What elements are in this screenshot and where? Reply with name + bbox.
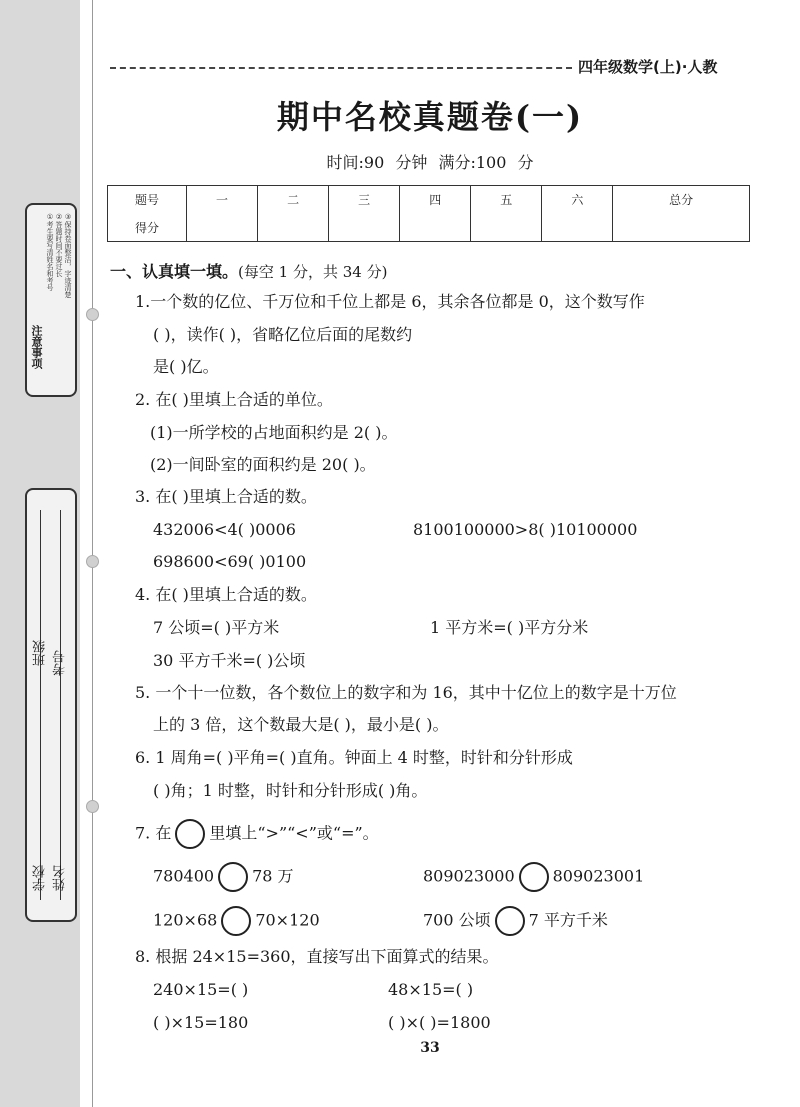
column-header: 二 <box>258 186 329 214</box>
q7-prefix: 7. 在 <box>135 823 172 843</box>
score-cell <box>329 214 400 242</box>
answer-circle[interactable] <box>519 862 549 892</box>
compare-left: 700 公顷 <box>423 910 491 930</box>
compare-left: 780400 <box>153 866 215 886</box>
note-item: ①考生要写清姓名和考号 <box>46 213 54 291</box>
page-number: 33 <box>420 1040 440 1056</box>
q6-line2: ( )角；1 时整，时针和分针形成( )角。 <box>153 781 428 800</box>
answer-circle[interactable] <box>218 862 248 892</box>
table-row <box>108 214 750 242</box>
q8-line2a: 240×15=( ) <box>153 980 249 999</box>
q7-instruction <box>135 819 379 849</box>
q3-line2b: 8100100000>8( )10100000 <box>413 520 638 539</box>
q7-compare-3 <box>153 906 320 936</box>
section-note: (每空 1 分，共 34 分) <box>238 263 388 281</box>
header-rule <box>110 67 572 69</box>
score-cell <box>187 214 258 242</box>
exam-number-label: 考号 <box>53 650 68 676</box>
q1-line3: 是( )亿。 <box>153 357 219 376</box>
compare-right: 78 万 <box>252 866 294 886</box>
q7-compare-4 <box>423 906 608 936</box>
q2-line2: (1)一所学校的占地面积约是 2( )。 <box>150 423 398 442</box>
q5-line2: 上的 3 倍，这个数最大是( )，最小是( )。 <box>153 715 449 734</box>
answer-circle[interactable] <box>221 906 251 936</box>
column-header: 四 <box>400 186 471 214</box>
q2-line3: (2)一间卧室的面积约是 20( )。 <box>150 455 376 474</box>
write-line <box>40 510 41 900</box>
notes-title: 注意事项 <box>30 325 43 369</box>
score-label: 得分 <box>108 214 187 242</box>
q3-line1: 3. 在( )里填上合适的数。 <box>135 487 317 506</box>
score-cell <box>258 214 329 242</box>
notes-box <box>25 203 77 397</box>
binding-hole <box>86 555 99 568</box>
q7-suffix: 里填上“>”“<”或“=”。 <box>209 823 379 843</box>
compare-right: 809023001 <box>552 866 645 886</box>
series-label: 四年级数学(上)·人教 <box>578 58 718 76</box>
q8-line3a: ( )×15=180 <box>153 1013 249 1032</box>
q7-compare-2 <box>423 862 644 892</box>
column-header: 三 <box>329 186 400 214</box>
section-title: 一、认真填一填。 <box>110 262 239 281</box>
page-title: 期中名校真题卷(一) <box>276 98 584 136</box>
q6-line1: 6. 1 周角=( )平角=( )直角。钟面上 4 时整，时针和分针形成 <box>135 748 573 767</box>
question-number-label: 题号 <box>108 186 187 214</box>
score-cell <box>400 214 471 242</box>
column-header: 六 <box>542 186 613 214</box>
exam-info: 时间:90 分钟 满分:100 分 <box>326 153 534 172</box>
table-row <box>108 186 750 214</box>
score-cell <box>471 214 542 242</box>
score-table <box>107 185 750 242</box>
column-header: 五 <box>471 186 542 214</box>
compare-left: 120×68 <box>153 910 218 930</box>
q8-line1: 8. 根据 24×15=360，直接写出下面算式的结果。 <box>135 947 499 966</box>
q4-line2a: 7 公顷=( )平方米 <box>153 618 280 637</box>
q4-line3: 30 平方千米=( )公顷 <box>153 651 306 670</box>
score-cell <box>613 214 750 242</box>
class-label: 班级 <box>33 640 48 666</box>
q5-line1: 5. 一个十一位数，各个数位上的数字和为 16，其中十亿位上的数字是十万位 <box>135 683 677 702</box>
note-item: ③保持卷面整洁，字迹清楚 <box>64 213 72 298</box>
q2-line1: 2. 在( )里填上合适的单位。 <box>135 390 333 409</box>
student-info-box <box>25 488 77 922</box>
q1-line2: ( )，读作( )，省略亿位后面的尾数约 <box>153 325 413 344</box>
q1-line1: 1.一个数的亿位、千万位和千位上都是 6，其余各位都是 0，这个数写作 <box>135 292 645 311</box>
note-item: ②答题时间不要过长 <box>55 213 63 277</box>
q4-line1: 4. 在( )里填上合适的数。 <box>135 585 317 604</box>
compare-right: 70×120 <box>255 910 320 930</box>
binding-hole <box>86 308 99 321</box>
q3-line3: 698600<69( )0100 <box>153 552 307 571</box>
q8-line2b: 48×15=( ) <box>388 980 474 999</box>
q4-line2b: 1 平方米=( )平方分米 <box>430 618 589 637</box>
answer-circle[interactable] <box>495 906 525 936</box>
school-label: 学校 <box>33 865 48 891</box>
binding-hole <box>86 800 99 813</box>
q7-compare-1 <box>153 862 294 892</box>
q3-line2a: 432006<4( )0006 <box>153 520 296 539</box>
circle-blank-icon <box>175 819 205 849</box>
column-header: 一 <box>187 186 258 214</box>
write-line <box>60 510 61 900</box>
score-cell <box>542 214 613 242</box>
compare-left: 809023000 <box>423 866 515 886</box>
column-header: 总分 <box>613 186 750 214</box>
section-heading <box>110 259 387 282</box>
name-label: 姓名 <box>53 865 68 891</box>
q8-line3b: ( )×( )=1800 <box>388 1013 491 1032</box>
compare-right: 7 平方千米 <box>528 910 608 930</box>
